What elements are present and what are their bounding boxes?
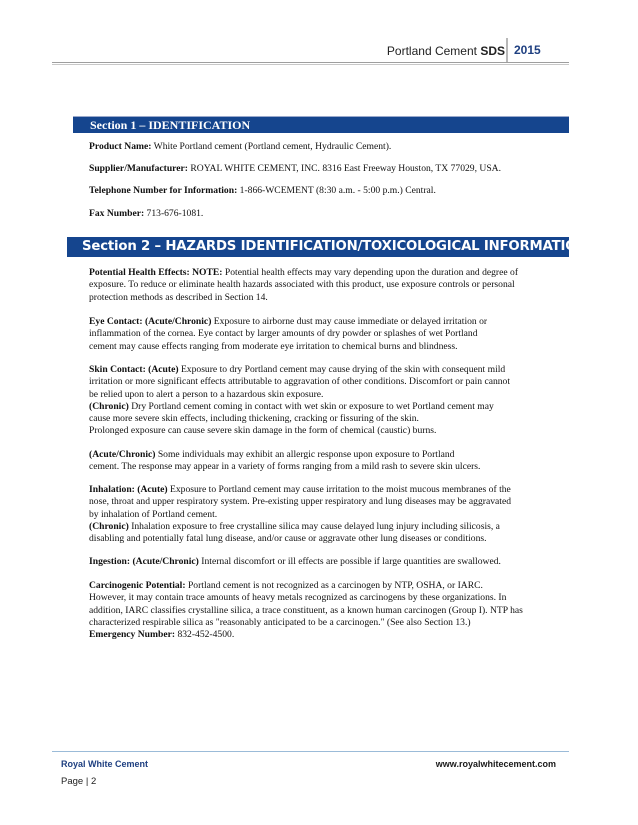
- carcinogenic-label: Carcinogenic Potential:: [89, 580, 186, 591]
- page-label: Page: [61, 776, 84, 787]
- document-year: 2015: [514, 43, 541, 57]
- supplier-label: Supplier/Manufacturer:: [89, 163, 188, 174]
- carcinogenic-text: However, it may contain trace amounts of heavy metals recognized as carcinogens by these organizations. In: [89, 592, 507, 604]
- product-name-value: White Portland cement (Portland cement, Hydraulic Cement).: [151, 141, 392, 152]
- ingestion-label: Ingestion: (Acute/Chronic): [89, 556, 199, 567]
- eye-contact-text: inflammation of the cornea. Eye contact by larger amounts of dry powder or splashes of wet Portland: [89, 328, 478, 340]
- telephone-line: [89, 185, 561, 197]
- skin-contact-text: irritation or more significant effects attributable to aggravation of other conditions. Discomfort or pain cannot: [89, 376, 511, 388]
- fax-label: Fax Number:: [89, 208, 145, 219]
- eye-contact-label: Eye Contact: (Acute/Chronic): [89, 316, 212, 327]
- fax-line: [89, 208, 561, 220]
- skin-contact-text: Exposure to dry Portland cement may cause drying of the skin with consequent mild: [178, 364, 506, 375]
- eye-contact-text: cement may cause effects ranging from moderate eye irritation to chemical burns and blindness.: [89, 340, 458, 352]
- page-number: 2: [90, 776, 97, 787]
- inhalation-chronic-text: disabling and potentially fatal lung disease, and/or cause or aggravate other lung diseases or conditions.: [89, 533, 487, 545]
- telephone-label: Telephone Number for Information:: [89, 185, 238, 196]
- section1-heading-bar: [73, 116, 569, 133]
- document-title-bold: SDS: [480, 44, 505, 58]
- carcinogenic-text: characterized respirable silica as "reasonably anticipated to be a carcinogen." (See also Section 13.): [89, 616, 471, 628]
- inhalation-label: Inhalation: (Acute): [89, 484, 168, 495]
- section1-heading: Section 1 – IDENTIFICATION: [90, 118, 251, 132]
- header-rule: [52, 62, 569, 63]
- eye-contact-text: Exposure to airborne dust may cause immediate or delayed irritation or: [211, 316, 488, 327]
- header-rule-secondary: [52, 64, 569, 65]
- document-title: [387, 44, 505, 58]
- footer-company: Royal White Cement: [61, 759, 149, 769]
- inhalation-chronic-text: Inhalation exposure to free crystalline silica may cause delayed lung injury including silicosis, a: [128, 520, 500, 532]
- carcinogenic-text: addition, IARC classifies crystalline silica, a trace constituent, as a known human carcinogen (Group I). NTP has: [89, 604, 523, 616]
- product-name-label: Product Name:: [89, 141, 152, 152]
- health-effects-paragraph: [89, 267, 561, 304]
- health-effects-text: exposure. To reduce or eliminate health hazards associated with this product, use exposure controls or personal: [89, 279, 515, 291]
- health-effects-label: Potential Health Effects: NOTE:: [89, 267, 223, 278]
- skin-contact-label: Skin Contact: (Acute): [89, 364, 179, 375]
- supplier-value: ROYAL WHITE CEMENT, INC. 8316 East Freeway Houston, TX 77029, USA.: [187, 163, 501, 174]
- section2-heading-bar: [67, 237, 588, 257]
- page-separator: |: [83, 776, 91, 787]
- emergency-number-value: 832-452-4500.: [175, 629, 235, 641]
- footer-rule: [52, 751, 569, 752]
- allergic-response-label: (Acute/Chronic): [89, 449, 156, 460]
- ingestion-text: Internal discomfort or ill effects are possible if large quantities are swallowed.: [198, 556, 501, 567]
- skin-chronic-text: Dry Portland cement coming in contact with wet skin or exposure to wet Portland cement may: [128, 400, 494, 412]
- health-effects-text: Potential health effects may vary depending upon the duration and degree of: [222, 267, 519, 278]
- allergic-response-text: Some individuals may exhibit an allergic response upon exposure to Portland: [155, 449, 455, 460]
- allergic-response-text: cement. The response may appear in a variety of forms ranging from a mild rash to severe skin ulcers.: [89, 461, 481, 473]
- inhalation-text: Exposure to Portland cement may cause irritation to the moist mucous membranes of the: [167, 484, 511, 495]
- footer-page-number: [61, 776, 96, 787]
- ingestion-paragraph: [89, 556, 561, 568]
- section2-heading: Section 2 – HAZARDS IDENTIFICATION/TOXICOLOGICAL INFORMATION: [82, 239, 588, 254]
- skin-chronic-text: Prolonged exposure can cause severe skin damage in the form of chemical (caustic) burns.: [89, 425, 437, 437]
- emergency-number-label: Emergency Number:: [89, 629, 176, 641]
- carcinogenic-paragraph: [89, 580, 561, 641]
- skin-contact-text: be relied upon to alert a person to a hazardous skin exposure.: [89, 388, 324, 400]
- carcinogenic-text: Portland cement is not recognized as a carcinogen by NTP, OSHA, or IARC.: [185, 580, 483, 591]
- inhalation-chronic-label: (Chronic): [89, 520, 129, 532]
- header-separator: [506, 38, 508, 62]
- skin-contact-paragraph: [89, 364, 561, 438]
- eye-contact-paragraph: [89, 316, 561, 353]
- skin-chronic-text: cause more severe skin effects, including thickening, cracking or fissuring of the skin.: [89, 413, 419, 425]
- fax-value: 713-676-1081.: [144, 208, 204, 219]
- health-effects-text: protection methods as described in Section 14.: [89, 291, 268, 303]
- allergic-response-paragraph: [89, 449, 561, 474]
- skin-chronic-label: (Chronic): [89, 400, 129, 412]
- inhalation-paragraph: [89, 484, 561, 545]
- supplier-line: [89, 163, 561, 175]
- telephone-value: 1-866-WCEMENT (8:30 a.m. - 5:00 p.m.) Central.: [237, 185, 436, 196]
- footer-website: www.royalwhitecement.com: [435, 759, 556, 769]
- product-name-line: [89, 141, 561, 153]
- document-title-prefix: Portland Cement: [386, 44, 481, 58]
- inhalation-text: by inhalation of Portland cement.: [89, 508, 218, 520]
- inhalation-text: nose, throat and upper respiratory system. Pre-existing upper respiratory and lung diseases may be aggravated: [89, 496, 511, 508]
